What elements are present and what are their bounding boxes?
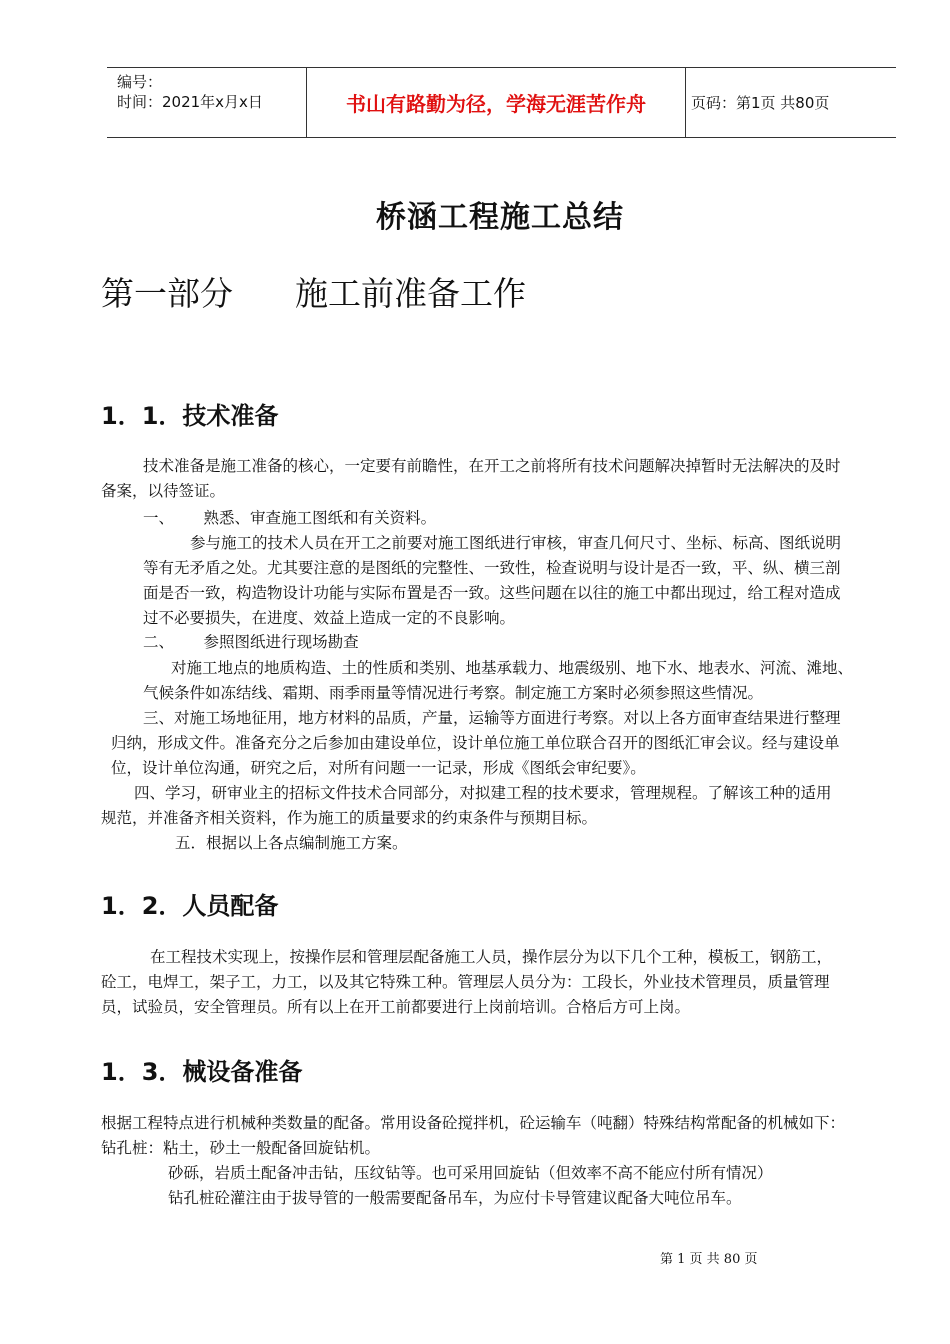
- paragraph-line: 面是否一致，构造物设计功能与实际布置是否一致。这些问题在以往的施工中都出现过，给工程对造成: [143, 584, 841, 602]
- section-heading: 1．2．人员配备: [101, 892, 279, 920]
- paragraph-line: 位，设计单位沟通，研究之后，对所有问题一一记录，形成《图纸会审纪要》。: [111, 759, 646, 777]
- paragraph-line: 钻孔桩：粘土，砂土一般配备回旋钻机。: [101, 1139, 381, 1157]
- number-label: 编号：: [117, 73, 163, 91]
- paragraph-line: 砼工，电焊工，架子工，力工，以及其它特殊工种。管理层人员分为：工段长，外业技术管理员，质量管理: [101, 973, 830, 991]
- time-label: 时间：2021年x月x日: [117, 93, 263, 111]
- paragraph-line: 三、对施工场地征用，地方材料的品质，产量，运输等方面进行考察。对以上各方面审查结果进行整理: [143, 709, 841, 727]
- page-info: 页码：第1页 共80页: [691, 94, 830, 112]
- part-subtitle: 施工前准备工作: [295, 274, 526, 313]
- document-title: 桥涵工程施工总结: [376, 200, 624, 235]
- header-meta: [107, 68, 307, 137]
- document-header: [107, 67, 896, 138]
- paragraph-line: 根据工程特点进行机械种类数量的配备。常用设备砼搅拌机，砼运输车（吨翻）特殊结构常配备的机械如下：: [101, 1114, 846, 1132]
- paragraph-line: 五．根据以上各点编制施工方案。: [175, 834, 408, 852]
- paragraph-line: 规范，并准备齐相关资料，作为施工的质量要求的约束条件与预期目标。: [101, 809, 598, 827]
- paragraph-line: 等有无矛盾之处。尤其要注意的是图纸的完整性、一致性，检查说明与设计是否一致，平、纵、横三剖: [143, 559, 841, 577]
- paragraph-line: 在工程技术实现上，按操作层和管理层配备施工人员，操作层分为以下几个工种，模板工，钢筋工，: [150, 948, 833, 966]
- paragraph-line: 参与施工的技术人员在开工之前要对施工图纸进行审核，审查几何尺寸、坐标、标高、图纸说明: [190, 534, 842, 552]
- paragraph-line: 二、 参照图纸进行现场勘查: [143, 633, 359, 651]
- paragraph-line: 砂砾，岩质土配备冲击钻，压纹钻等。也可采用回旋钻（但效率不高不能应付所有情况）: [168, 1164, 773, 1182]
- section-heading: 1．3．械设备准备: [101, 1058, 303, 1086]
- part-name: 第一部分: [101, 274, 233, 313]
- paragraph-line: 过不必要损失，在进度、效益上造成一定的不良影响。: [143, 609, 516, 627]
- paragraph-line: 对施工地点的地质构造、土的性质和类别、地基承载力、地震级别、地下水、地表水、河流、滩地、: [171, 659, 854, 677]
- paragraph-line: 技术准备是施工准备的核心，一定要有前瞻性，在开工之前将所有技术问题解决掉暂时无法解决的及时: [143, 457, 841, 475]
- paragraph-line: 员，试验员，安全管理员。所有以上在开工前都要进行上岗前培训。合格后方可上岗。: [101, 998, 691, 1016]
- paragraph-line: 一、 熟悉、审查施工图纸和有关资料。: [143, 509, 437, 527]
- part-heading: [101, 268, 526, 315]
- paragraph-line: 备案，以待签证。: [101, 482, 226, 500]
- page-footer: 第 1 页 共 80 页: [660, 1252, 758, 1267]
- paragraph-line: 四、学习，研审业主的招标文件技术合同部分，对拟建工程的技术要求，管理规程。了解该工种的适用: [134, 784, 832, 802]
- paragraph-line: 归纳，形成文件。准备充分之后参加由建设单位，设计单位施工单位联合召开的图纸汇审会议。经与建设单: [111, 734, 840, 752]
- paragraph-line: 钻孔桩砼灌注由于拔导管的一般需要配备吊车，为应付卡导管建议配备大吨位吊车。: [168, 1189, 742, 1207]
- paragraph-line: 气候条件如冻结线、霜期、雨季雨量等情况进行考察。制定施工方案时必须参照这些情况。: [143, 684, 764, 702]
- section-heading: 1．1．技术准备: [101, 402, 279, 430]
- motto: 书山有路勤为径，学海无涯苦作舟: [307, 68, 686, 137]
